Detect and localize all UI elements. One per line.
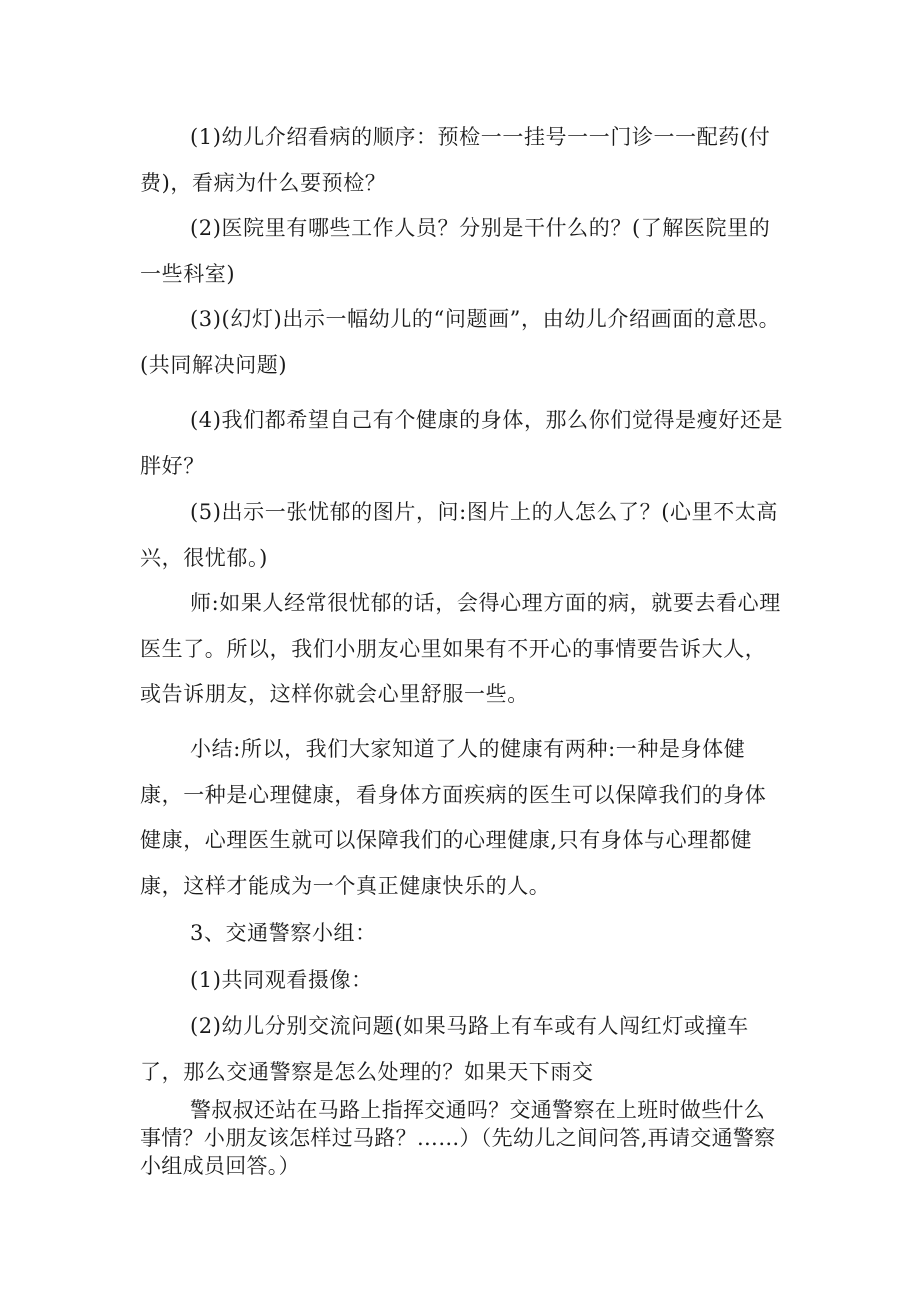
paragraph-exchange-questions: (2)幼儿分别交流问题(如果马路上有车或有人闯红灯或撞车了，那么交通警察是怎么处理的？如果天下雨交: [140, 1014, 749, 1084]
paragraph-continued-questions: 警叔叔还站在马路上指挥交通吗？交通警察在上班时做些什么事情？小朋友该怎样过马路？……）（先幼儿之间问答,再请交通警察小组成员回答。）: [140, 1098, 776, 1178]
paragraph-healthy-body: (4)我们都希望自己有个健康的身体，那么你们觉得是瘦好还是胖好？: [140, 408, 784, 478]
paragraph-depressed-picture: (5)出示一张忧郁的图片，问:图片上的人怎么了？(心里不太高兴，很忧郁。): [140, 500, 779, 570]
paragraph-teacher-note: 师:如果人经常很忧郁的话，会得心理方面的病，就要去看心理医生了。所以，我们小朋友心里如果有不开心的事情要告诉大人，或告诉朋友，这样你就会心里舒服一些。: [140, 591, 781, 706]
paragraph-summary: 小结:所以，我们大家知道了人的健康有两种:一种是身体健康，一种是心理健康，看身体方面疾病的医生可以保障我们的身体健康，心理医生就可以保障我们的心理健康,只有身体与心理都健康，这样才能成为一个真正健康快乐的人。: [140, 737, 767, 898]
paragraph-hospital-staff: (2)医院里有哪些工作人员？分别是干什么的？(了解医院里的一些科室): [140, 216, 771, 286]
paragraph-problem-picture: (3)(幻灯)出示一幅幼儿的“问题画”，由幼儿介绍画面的意思。(共同解决问题): [140, 307, 781, 377]
section-heading-traffic-police: 3、交通警察小组：: [190, 921, 377, 945]
paragraph-watch-video: (1)共同观看摄像：: [190, 968, 373, 992]
paragraph-hospital-order: (1)幼儿介绍看病的顺序：预检一一挂号一一门诊一一配药(付费)，看病为什么要预检？: [140, 125, 771, 195]
